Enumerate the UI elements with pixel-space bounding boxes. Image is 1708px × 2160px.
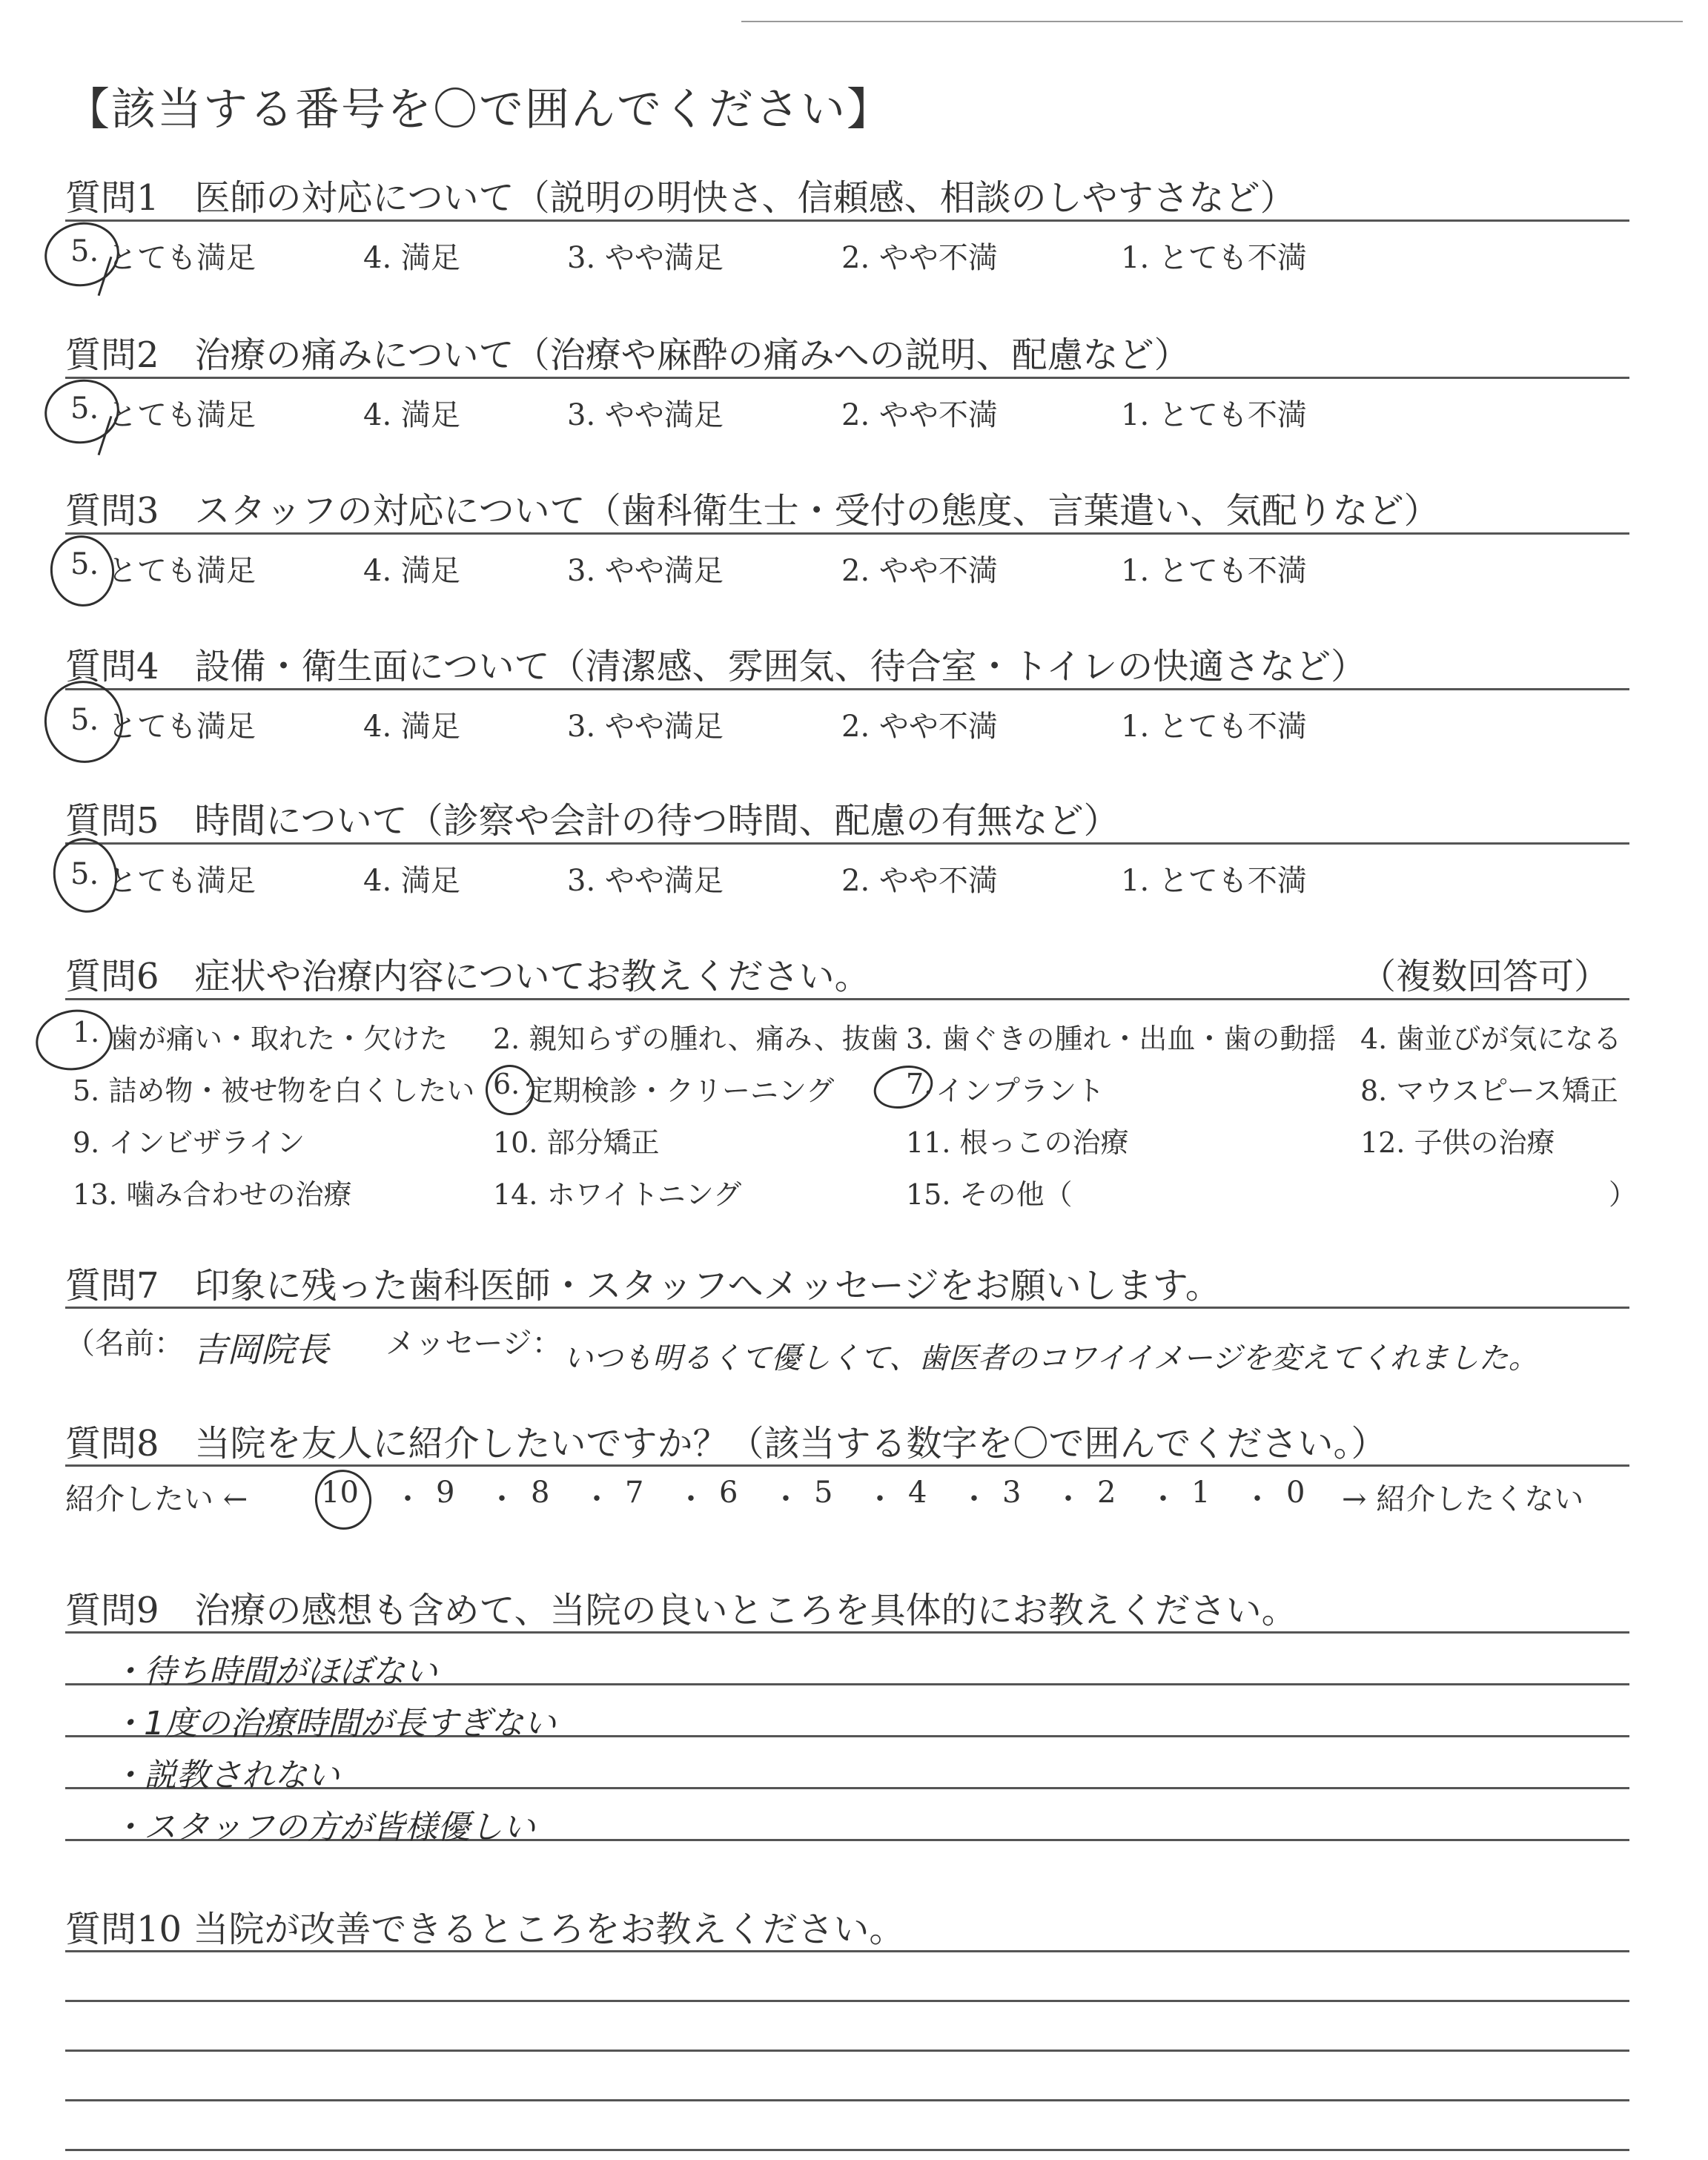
q1-option-1[interactable]: 1. とても不満 bbox=[1121, 241, 1307, 275]
q2-option-2[interactable]: 2. やや不満 bbox=[841, 398, 998, 432]
q1-option-2[interactable]: 2. やや不満 bbox=[841, 241, 998, 275]
q6-option-13[interactable]: 13. 噛み合わせの治療 bbox=[73, 1178, 352, 1211]
q8-scale-0[interactable]: 0 bbox=[1286, 1476, 1305, 1510]
q6-option-6-number[interactable]: 6. bbox=[493, 1068, 520, 1100]
q4-option-5-number[interactable]: 5. bbox=[70, 703, 99, 737]
q7-name-handwritten[interactable]: 吉岡院長 bbox=[193, 1330, 329, 1370]
q5-option-5-number[interactable]: 5. bbox=[70, 857, 99, 891]
q6-title: 質問6 症状や治療内容についてお教えください。 bbox=[65, 956, 870, 997]
q3-option-1[interactable]: 1. とても不満 bbox=[1121, 554, 1307, 588]
q6-option-2[interactable]: 2. 親知らずの腫れ、痛み、抜歯 bbox=[493, 1023, 898, 1055]
q8-scale-3[interactable]: 3 bbox=[1002, 1476, 1022, 1510]
q7-name-label: （名前： bbox=[65, 1327, 184, 1361]
q4-option-4[interactable]: 4. 満足 bbox=[363, 710, 460, 744]
q2-rule bbox=[65, 377, 1629, 379]
q8-title: 質問8 当院を友人に紹介したいですか？（該当する数字を〇で囲んでください。） bbox=[65, 1423, 1387, 1464]
q6-option-12[interactable]: 12. 子供の治療 bbox=[1360, 1126, 1555, 1159]
q5-option-1[interactable]: 1. とても不満 bbox=[1121, 864, 1307, 898]
q2-option-3[interactable]: 3. やや満足 bbox=[567, 398, 724, 432]
q2-option-5-number[interactable]: 5. bbox=[70, 392, 99, 426]
q6-option-8[interactable]: 8. マウスピース矯正 bbox=[1360, 1074, 1618, 1107]
q6-option-1-label[interactable]: 歯が痛い・取れた・欠けた bbox=[110, 1023, 448, 1055]
q5-option-4[interactable]: 4. 満足 bbox=[363, 864, 460, 898]
q1-rule bbox=[65, 219, 1629, 222]
q9-rule-1 bbox=[65, 1631, 1629, 1634]
q3-option-2[interactable]: 2. やや不満 bbox=[841, 554, 998, 588]
q6-option-14[interactable]: 14. ホワイトニング bbox=[493, 1178, 742, 1211]
q8-left-label: 紹介したい ← bbox=[65, 1482, 248, 1516]
q3-title: 質問3 スタッフの対応について（歯科衛生士・受付の態度、言葉遣い、気配りなど） bbox=[65, 490, 1440, 532]
q7-rule bbox=[65, 1307, 1629, 1309]
q6-option-4[interactable]: 4. 歯並びが気になる bbox=[1360, 1023, 1622, 1055]
q6-option-9[interactable]: 9. インビザライン bbox=[73, 1126, 305, 1159]
q8-scale-sep: ・ bbox=[393, 1482, 423, 1516]
q10-rule-1 bbox=[65, 1950, 1629, 1952]
q8-scale-6[interactable]: 6 bbox=[719, 1476, 738, 1510]
q4-rule bbox=[65, 688, 1629, 690]
q8-scale-sep: ・ bbox=[771, 1482, 801, 1516]
q4-option-5-label[interactable]: とても満足 bbox=[107, 710, 256, 744]
q5-title: 質問5 時間について（診察や会計の待つ時間、配慮の有無など） bbox=[65, 800, 1119, 842]
q1-option-5-number[interactable]: 5. bbox=[70, 234, 99, 268]
q3-option-3[interactable]: 3. やや満足 bbox=[567, 554, 724, 588]
q8-scale-7[interactable]: 7 bbox=[625, 1476, 644, 1510]
q3-rule bbox=[65, 532, 1629, 535]
q8-scale-sep: ・ bbox=[1148, 1482, 1178, 1516]
q6-note: （複数回答可） bbox=[1360, 956, 1610, 997]
q6-option-15-close: ） bbox=[1609, 1178, 1638, 1211]
q5-selection-circle bbox=[47, 833, 123, 917]
q2-title: 質問2 治療の痛みについて（治療や麻酔の痛みへの説明、配慮など） bbox=[65, 334, 1190, 376]
q4-option-2[interactable]: 2. やや不満 bbox=[841, 710, 998, 744]
q8-scale-9[interactable]: 9 bbox=[436, 1476, 455, 1510]
q7-message-handwritten[interactable]: いつも明るくて優しくて、歯医者のコワイイメージを変えてくれました。 bbox=[563, 1341, 1538, 1375]
q8-selection-circle bbox=[311, 1465, 377, 1534]
q7-title: 質問7 印象に残った歯科医師・スタッフへメッセージをお願いします。 bbox=[65, 1265, 1221, 1307]
q8-scale-5[interactable]: 5 bbox=[814, 1476, 833, 1510]
q8-scale-sep: ・ bbox=[487, 1482, 517, 1516]
q2-option-5-label[interactable]: とても満足 bbox=[107, 398, 256, 432]
q5-option-5-label[interactable]: とても満足 bbox=[107, 864, 256, 898]
q9-answer-2[interactable]: ・1度の治療時間が長すぎない bbox=[111, 1705, 556, 1743]
q6-option-6-label[interactable]: 定期検診・クリーニング bbox=[525, 1074, 835, 1107]
q3-selection-circle bbox=[46, 531, 119, 610]
q4-option-1[interactable]: 1. とても不満 bbox=[1121, 710, 1307, 744]
q1-title: 質問1 医師の対応について（説明の明快さ、信頼感、相談のしやすさなど） bbox=[65, 177, 1296, 219]
q3-option-4[interactable]: 4. 満足 bbox=[363, 554, 460, 588]
q8-scale-sep: ・ bbox=[865, 1482, 895, 1516]
q8-scale-sep: ・ bbox=[582, 1482, 612, 1516]
q9-answer-3[interactable]: ・説教されない bbox=[111, 1757, 340, 1794]
q9-title: 質問9 治療の感想も含めて、当院の良いところを具体的にお教えください。 bbox=[65, 1590, 1297, 1631]
q8-scale-2[interactable]: 2 bbox=[1097, 1476, 1116, 1510]
form-header: 【該当する番号を〇で囲んでください】 bbox=[65, 84, 893, 136]
q6-option-11[interactable]: 11. 根っこの治療 bbox=[906, 1126, 1129, 1159]
scan-top-edge bbox=[741, 21, 1683, 22]
q8-scale-sep: ・ bbox=[959, 1482, 989, 1516]
q6-option-7-number[interactable]: 7. bbox=[906, 1068, 933, 1100]
q1-option-4[interactable]: 4. 満足 bbox=[363, 241, 460, 275]
q3-option-5-number[interactable]: 5. bbox=[70, 547, 99, 581]
q10-rule-2 bbox=[65, 2000, 1629, 2002]
q8-scale-1[interactable]: 1 bbox=[1191, 1476, 1211, 1510]
q8-scale-sep: ・ bbox=[1053, 1482, 1083, 1516]
q8-right-label: → 紹介したくない bbox=[1342, 1482, 1584, 1516]
q1-selection-circle bbox=[39, 217, 124, 292]
q10-title: 質問10 当院が改善できるところをお教えください。 bbox=[65, 1909, 905, 1950]
q6-option-5[interactable]: 5. 詰め物・被せ物を白くしたい bbox=[73, 1074, 475, 1107]
q10-rule-5 bbox=[65, 2149, 1629, 2151]
q6-option-10[interactable]: 10. 部分矯正 bbox=[493, 1126, 660, 1159]
q4-title: 質問4 設備・衛生面について（清潔感、雰囲気、待合室・トイレの快適さなど） bbox=[65, 646, 1367, 687]
q8-scale-8[interactable]: 8 bbox=[531, 1476, 550, 1510]
q6-option-15[interactable]: 15. その他（ bbox=[906, 1178, 1073, 1211]
q5-option-2[interactable]: 2. やや不満 bbox=[841, 864, 998, 898]
q5-rule bbox=[65, 842, 1629, 845]
q2-selection-circle bbox=[39, 374, 124, 449]
q4-option-3[interactable]: 3. やや満足 bbox=[567, 710, 724, 744]
q9-answer-4[interactable]: ・スタッフの方が皆様優しい bbox=[111, 1809, 535, 1846]
q8-scale-sep: ・ bbox=[676, 1482, 706, 1516]
q3-option-5-label[interactable]: とても満足 bbox=[107, 554, 256, 588]
q8-rule bbox=[65, 1464, 1629, 1467]
q7-message-label: メッセージ： bbox=[385, 1327, 562, 1361]
q8-scale-sep: ・ bbox=[1242, 1482, 1272, 1516]
q2-option-1[interactable]: 1. とても不満 bbox=[1121, 398, 1307, 432]
q6-option-7-label[interactable]: インプラント bbox=[936, 1074, 1105, 1107]
q8-scale-10[interactable]: 10 bbox=[321, 1476, 359, 1510]
q5-option-3[interactable]: 3. やや満足 bbox=[567, 864, 724, 898]
q10-rule-3 bbox=[65, 2050, 1629, 2052]
q8-scale-4[interactable]: 4 bbox=[908, 1476, 927, 1510]
q2-option-4[interactable]: 4. 満足 bbox=[363, 398, 460, 432]
q10-rule-4 bbox=[65, 2099, 1629, 2101]
q6-rule bbox=[65, 998, 1629, 1000]
q6-option-1-circle bbox=[31, 1004, 117, 1077]
q9-answer-1[interactable]: ・待ち時間がほぼない bbox=[111, 1653, 437, 1691]
q1-option-5-label[interactable]: とても満足 bbox=[107, 241, 256, 275]
q1-option-3[interactable]: 3. やや満足 bbox=[567, 241, 724, 275]
q6-option-1-number[interactable]: 1. bbox=[73, 1016, 100, 1048]
q6-option-3[interactable]: 3. 歯ぐきの腫れ・出血・歯の動揺 bbox=[906, 1023, 1337, 1055]
